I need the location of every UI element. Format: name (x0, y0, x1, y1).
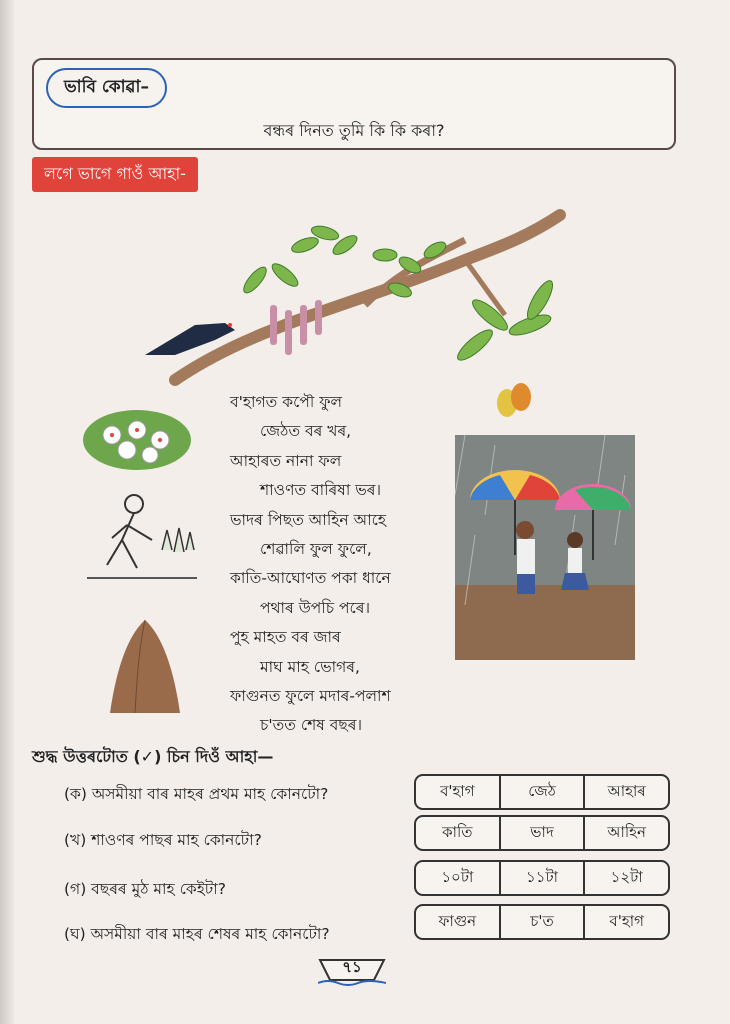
poem-line: ফাগুনত ফুলে মদাৰ-পলাশ (230, 687, 391, 706)
option-cell[interactable]: আহিন (583, 817, 668, 849)
option-cell[interactable]: ফাগুন (438, 911, 477, 930)
question-gha: (ঘ) অসমীয়া বাৰ মাহৰ শেষৰ মাহ কোনটো? (64, 925, 330, 943)
think-box (32, 58, 676, 150)
think-tag: ভাবি কোৱা– (46, 68, 167, 108)
poem-line: ভাদৰ পিছত আহিন আহে (230, 510, 387, 529)
poem-line: ব'হাগত কপৌ ফুল (230, 393, 343, 411)
page-binding-edge (0, 0, 14, 1024)
option-cell[interactable]: ব'হাগ (583, 906, 668, 938)
options-gha (414, 904, 670, 940)
rain-children-umbrella-illustration (455, 435, 635, 660)
options-kha (414, 815, 670, 851)
anthill-illustration (105, 618, 185, 718)
option-cell[interactable]: ব'হাগ (440, 781, 475, 800)
page-number-boat (318, 950, 386, 986)
question-ka: (ক) অসমীয়া বাৰ মাহৰ প্ৰথম মাহ কোনটো? (64, 785, 329, 803)
option-cell[interactable]: আহাৰ (583, 776, 668, 808)
poem-line: শেৱালি ফুল ফুলে, (260, 540, 372, 559)
poem-line: পুহ মাহত বৰ জাৰ (230, 628, 341, 647)
question-kha: (খ) শাওণৰ পাছৰ মাহ কোনটো? (64, 831, 262, 849)
option-cell[interactable]: ১১টা (499, 862, 584, 894)
option-cell[interactable]: জেঠ (499, 776, 584, 808)
poem-line: চ'তত শেষ বছৰ। (260, 716, 363, 735)
poem (220, 388, 480, 741)
page-number: ৭১ (342, 958, 362, 976)
options-ka (414, 774, 670, 810)
option-cell[interactable]: চ'ত (499, 906, 584, 938)
shewali-flowers-illustration (82, 405, 192, 475)
exercise-title: শুদ্ধ উত্তৰটোত (✓) চিন দিওঁ আহা— (32, 747, 274, 766)
poem-line: পথাৰ উপচি পৰে। (260, 598, 371, 617)
poem-line: আহাৰত নানা ফল (230, 451, 342, 470)
option-cell[interactable]: কাতি (442, 822, 473, 841)
poem-line: কাতি-আঘোণত পকা ধানে (230, 569, 391, 588)
question-ga: (গ) বছৰৰ মুঠ মাহ কেইটা? (64, 880, 226, 898)
option-cell[interactable]: ১০টা (441, 867, 474, 886)
option-cell[interactable]: ভাদ (499, 817, 584, 849)
sing-along-tag: লগে ভাগে গাওঁ আহা- (32, 157, 198, 192)
poem-line: মাঘ মাহ ভোগৰ, (260, 657, 360, 676)
think-question: বন্ধৰ দিনত তুমি কি কি কৰা? (263, 121, 445, 140)
option-cell[interactable]: ১২টা (583, 862, 668, 894)
poem-line: জেঠত বৰ খৰ, (260, 422, 352, 441)
options-ga (414, 860, 670, 896)
poem-line: শাওণত বাৰিষা ভৰ। (260, 481, 382, 500)
farmer-planting-illustration (82, 490, 202, 585)
